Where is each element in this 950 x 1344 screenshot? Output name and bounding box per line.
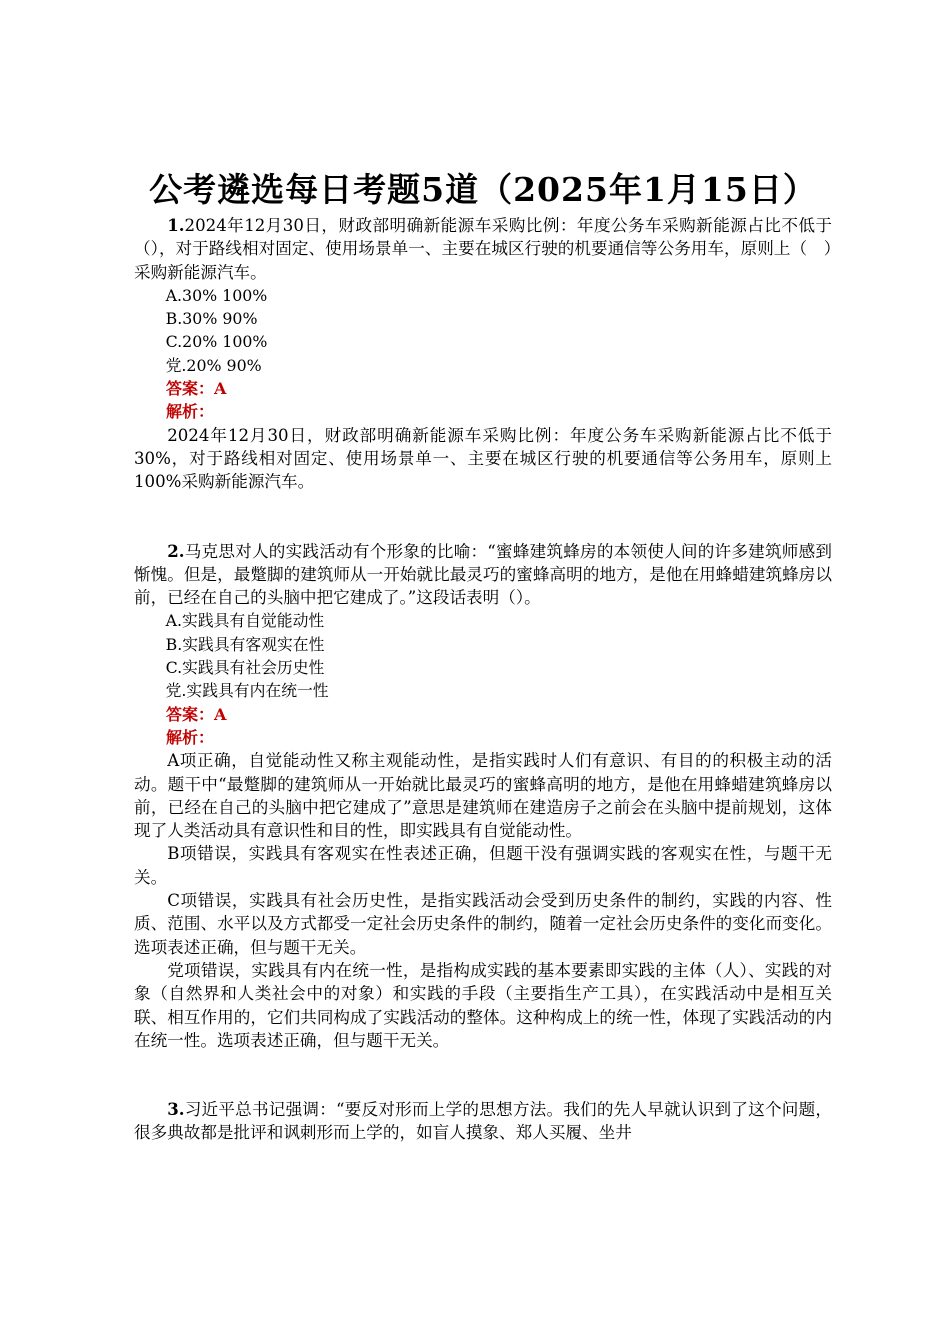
- question-number: 1.: [167, 215, 185, 235]
- option-d: 党.实践具有内在统一性: [165, 681, 329, 701]
- question-2: [134, 540, 832, 1053]
- title-year: 2025: [513, 170, 609, 209]
- question-text: 马克思对人的实践活动有个形象的比喻：“蜜蜂建筑蜂房的本领使人间的许多建筑师感到惭愧。但是，最蹩脚的建筑师从一开始就比最灵巧的蜜蜂高明的地方，是他在用蜂蜡建筑蜂房以前，已经在自己的头脑中把它建成了。”这段话表明（）。: [134, 541, 832, 608]
- question-3: [134, 1098, 832, 1145]
- title-text: 公考遴选每日考题: [149, 170, 422, 209]
- option-a: A.实践具有自觉能动性: [165, 611, 325, 631]
- question-text: 习近平总书记强调：“要反对形而上学的思想方法。我们的先人早就认识到了这个问题，很多典故都是批评和讽刺形而上学的，如盲人摸象、郑人买履、坐井: [134, 1100, 832, 1143]
- question-text: 2024年12月30日，财政部明确新能源车采购比例：年度公务车采购新能源占比不低于（），对于路线相对固定、使用场景单一、主要在城区行驶的机要通信等公务用车，原则上（ ）采购新能源汽车。: [134, 216, 832, 282]
- title-text: 日）: [748, 170, 817, 209]
- title-text: 年: [608, 170, 643, 209]
- spacer: [134, 494, 832, 540]
- question-1: [134, 214, 832, 494]
- title-count: 5: [421, 170, 446, 209]
- analysis-paragraph: 2024年12月30日，财政部明确新能源车采购比例：年度公务车采购新能源占比不低于30%，对于路线相对固定、使用场景单一、主要在城区行驶的机要通信等公务用车，原则上100%采购新能源汽车。: [134, 425, 832, 492]
- analysis-label: 解析：: [166, 402, 215, 422]
- question-stem: [134, 540, 832, 610]
- question-stem: [134, 214, 832, 284]
- option-b: B.30% 90%: [165, 309, 258, 329]
- option-c: C.20% 100%: [165, 332, 268, 352]
- document-page: [134, 168, 832, 1145]
- analysis-paragraph: A项正确，自觉能动性又称主观能动性，是指实践时人们有意识、有目的的积极主动的活动。题干中“最蹩脚的建筑师从一开始就比最灵巧的蜜蜂高明的地方，是他在用蜂蜡建筑蜂房以前，已经在自己的头脑中把它建成了”意思是建筑师在建造房子之前会在头脑中提前规划，这体现了人类活动具有意识性和目的性，即实践具有自觉能动性。: [134, 751, 832, 841]
- title-month: 1: [642, 170, 667, 209]
- option-c: C.实践具有社会历史性: [165, 658, 325, 678]
- question-number: 2.: [167, 540, 185, 561]
- option-d: 党.20% 90%: [165, 355, 262, 375]
- analysis-paragraph: B项错误，实践具有客观实在性表述正确，但题干没有强调实践的客观实在性，与题干无关。: [134, 844, 832, 887]
- question-number: 3.: [167, 1099, 185, 1120]
- answer-line: 答案：A: [166, 379, 227, 399]
- analysis-label: 解析：: [166, 727, 215, 747]
- analysis-paragraph: 党项错误，实践具有内在统一性，是指构成实践的基本要素即实践的主体（人）、实践的对象（自然界和人类社会中的对象）和实践的手段（主要指生产工具），在实践活动中是相互关联、相互作用的，它们共同构成了实践活动的整体。这种构成上的统一性，体现了实践活动的内在统一性。选项表述正确，但与题干无关。: [134, 960, 832, 1050]
- analysis-paragraph: C项错误，实践具有社会历史性，是指实践活动会受到历史条件的制约，实践的内容、性质、范围、水平以及方式都受一定社会历史条件的制约，随着一定社会历史条件的变化而变化。选项表述正确，但与题干无关。: [134, 891, 832, 957]
- spacer: [134, 1052, 832, 1098]
- answer-line: 答案：A: [166, 704, 227, 724]
- option-a: A.30% 100%: [165, 285, 268, 305]
- option-b: B.实践具有客观实在性: [165, 634, 325, 654]
- title-text: 月: [666, 170, 701, 209]
- title-text: 道（: [445, 170, 514, 209]
- title-day: 15: [700, 170, 749, 209]
- question-stem: [134, 1098, 832, 1145]
- document-title: [134, 168, 832, 212]
